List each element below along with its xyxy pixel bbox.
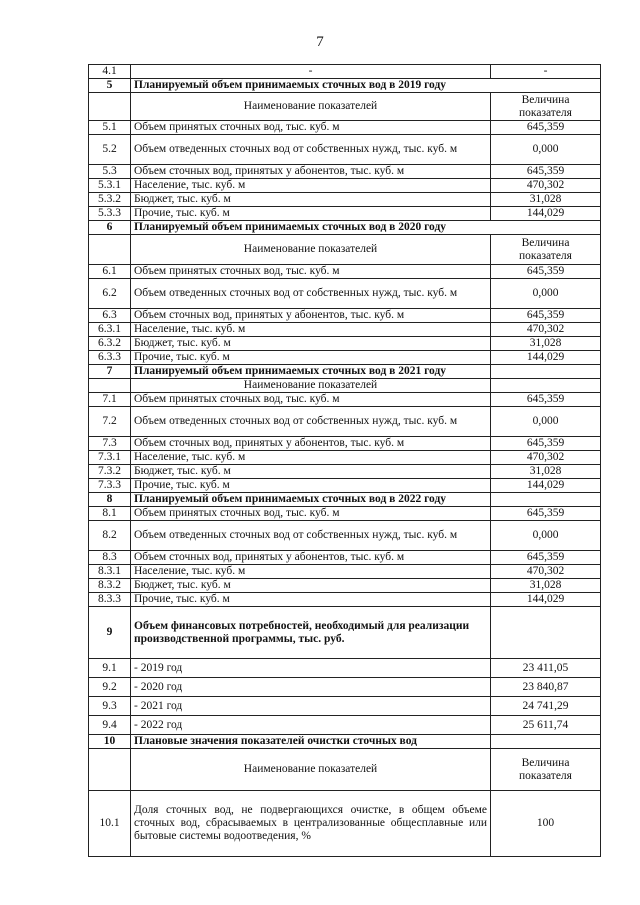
row-number: 5.2 <box>89 135 131 165</box>
row-name: Объем сточных вод, принятых у абонентов, тыс. куб. м <box>131 551 491 565</box>
row-value: 0,000 <box>491 407 601 437</box>
row-name: Объем принятых сточных вод, тыс. куб. м <box>131 265 491 279</box>
row-value: 645,359 <box>491 393 601 407</box>
row-name: Бюджет, тыс. куб. м <box>131 579 491 593</box>
header-value: Величина показателя <box>491 749 601 791</box>
row-value: 645,359 <box>491 551 601 565</box>
table-row <box>89 309 601 323</box>
row-value: 645,359 <box>491 437 601 451</box>
row-value: - <box>491 65 601 79</box>
row-name: - 2022 год <box>131 716 491 735</box>
empty-cell <box>89 379 131 393</box>
table-row <box>89 451 601 465</box>
indicator-table <box>88 64 601 857</box>
table-row <box>89 437 601 451</box>
row-number: 9.2 <box>89 678 131 697</box>
table-row <box>89 551 601 565</box>
row-name: Прочие, тыс. куб. м <box>131 479 491 493</box>
row-number: 9.4 <box>89 716 131 735</box>
row-value: 645,359 <box>491 265 601 279</box>
table-row <box>89 697 601 716</box>
row-number: 6.2 <box>89 279 131 309</box>
section-number: 6 <box>89 221 131 235</box>
row-name: Население, тыс. куб. м <box>131 179 491 193</box>
table-row <box>89 179 601 193</box>
row-name: Объем сточных вод, принятых у абонентов, тыс. куб. м <box>131 437 491 451</box>
row-number: 5.3 <box>89 165 131 179</box>
row-name: - <box>131 65 491 79</box>
section-title-row <box>89 735 601 749</box>
row-number: 9.1 <box>89 659 131 678</box>
row-number: 6.3.2 <box>89 337 131 351</box>
empty-cell <box>89 235 131 265</box>
table-row <box>89 323 601 337</box>
row-number: 7.3.3 <box>89 479 131 493</box>
table-row <box>89 265 601 279</box>
header-row <box>89 93 601 121</box>
row-number: 8.3.3 <box>89 593 131 607</box>
table-row <box>89 279 601 309</box>
table-row <box>89 193 601 207</box>
header-value: Величина показателя <box>491 235 601 265</box>
row-value: 0,000 <box>491 135 601 165</box>
table-row <box>89 579 601 593</box>
row-name: Объем принятых сточных вод, тыс. куб. м <box>131 393 491 407</box>
row-name: Прочие, тыс. куб. м <box>131 593 491 607</box>
row-name: Прочие, тыс. куб. м <box>131 207 491 221</box>
header-value <box>491 379 601 393</box>
table-row <box>89 678 601 697</box>
row-number: 6.3.3 <box>89 351 131 365</box>
row-number: 6.3.1 <box>89 323 131 337</box>
empty-cell <box>491 607 601 659</box>
empty-cell <box>491 365 601 379</box>
section-number: 8 <box>89 493 131 507</box>
row-number: 10.1 <box>89 791 131 857</box>
table-row <box>89 165 601 179</box>
table-row <box>89 479 601 493</box>
table-row <box>89 659 601 678</box>
row-value: 645,359 <box>491 309 601 323</box>
row-value: 25 611,74 <box>491 716 601 735</box>
row-name: Бюджет, тыс. куб. м <box>131 337 491 351</box>
section-number: 5 <box>89 79 131 93</box>
row-name: Объем принятых сточных вод, тыс. куб. м <box>131 507 491 521</box>
row-value: 31,028 <box>491 337 601 351</box>
row-name: Доля сточных вод, не подвергающихся очистке, в общем объеме сточных вод, сбрасываемых в централизованные общесплавные или бытовые системы водоотведения, % <box>131 791 491 857</box>
row-name: Прочие, тыс. куб. м <box>131 351 491 365</box>
table-row <box>89 351 601 365</box>
table-row <box>89 337 601 351</box>
row-name: - 2019 год <box>131 659 491 678</box>
row-value: 31,028 <box>491 579 601 593</box>
row-value: 144,029 <box>491 207 601 221</box>
header-row <box>89 379 601 393</box>
row-number: 7.1 <box>89 393 131 407</box>
section-title-row <box>89 79 601 93</box>
row-number: 6.1 <box>89 265 131 279</box>
header-row <box>89 749 601 791</box>
row-value: 0,000 <box>491 279 601 309</box>
section-title: Планируемый объем принимаемых сточных вод в 2021 году <box>131 365 491 379</box>
section-title-row <box>89 493 601 507</box>
row-value: 144,029 <box>491 351 601 365</box>
row-name: Объем отведенных сточных вод от собственных нужд, тыс. куб. м <box>131 407 491 437</box>
section-title: Планируемый объем принимаемых сточных вод в 2020 году <box>131 221 601 235</box>
row-value: 0,000 <box>491 521 601 551</box>
row-number: 4.1 <box>89 65 131 79</box>
row-number: 5.3.2 <box>89 193 131 207</box>
row-name: Объем отведенных сточных вод от собственных нужд, тыс. куб. м <box>131 135 491 165</box>
table-row <box>89 407 601 437</box>
section-title: Объем финансовых потребностей, необходимый для реализации производственной программы, тыс. руб. <box>131 607 491 659</box>
row-value: 144,029 <box>491 479 601 493</box>
table-row <box>89 135 601 165</box>
row-value: 470,302 <box>491 565 601 579</box>
table-row <box>89 465 601 479</box>
empty-cell <box>491 493 601 507</box>
section-number: 10 <box>89 735 131 749</box>
row-number: 5.3.3 <box>89 207 131 221</box>
table-row <box>89 393 601 407</box>
table-row <box>89 121 601 135</box>
page-number: 7 <box>316 34 324 50</box>
row-value: 470,302 <box>491 323 601 337</box>
row-name: Объем сточных вод, принятых у абонентов, тыс. куб. м <box>131 309 491 323</box>
row-name: Бюджет, тыс. куб. м <box>131 465 491 479</box>
table-row <box>89 507 601 521</box>
row-value: 100 <box>491 791 601 857</box>
row-number: 5.1 <box>89 121 131 135</box>
row-number: 7.3.2 <box>89 465 131 479</box>
row-number: 8.3.1 <box>89 565 131 579</box>
header-name: Наименование показателей <box>131 235 491 265</box>
table-row <box>89 207 601 221</box>
table-row <box>89 791 601 857</box>
section-title-row <box>89 221 601 235</box>
row-value: 645,359 <box>491 165 601 179</box>
row-name: Население, тыс. куб. м <box>131 323 491 337</box>
empty-cell <box>89 749 131 791</box>
section-title-row <box>89 607 601 659</box>
section-title: Планируемый объем принимаемых сточных вод в 2022 году <box>131 493 491 507</box>
table-row <box>89 716 601 735</box>
header-value: Величина показателя <box>491 93 601 121</box>
row-name: - 2021 год <box>131 697 491 716</box>
row-name: Объем принятых сточных вод, тыс. куб. м <box>131 121 491 135</box>
section-title-row <box>89 365 601 379</box>
empty-cell <box>89 93 131 121</box>
row-value: 645,359 <box>491 507 601 521</box>
row-value: 23 840,87 <box>491 678 601 697</box>
row-number: 9.3 <box>89 697 131 716</box>
row-name: Объем отведенных сточных вод от собственных нужд, тыс. куб. м <box>131 279 491 309</box>
header-row <box>89 235 601 265</box>
row-name: Объем отведенных сточных вод от собственных нужд, тыс. куб. м <box>131 521 491 551</box>
row-number: 8.3.2 <box>89 579 131 593</box>
row-number: 6.3 <box>89 309 131 323</box>
table-row <box>89 521 601 551</box>
row-number: 8.2 <box>89 521 131 551</box>
section-title: Планируемый объем принимаемых сточных вод в 2019 году <box>131 79 601 93</box>
row-number: 8.3 <box>89 551 131 565</box>
row-value: 144,029 <box>491 593 601 607</box>
row-value: 31,028 <box>491 465 601 479</box>
table-row <box>89 565 601 579</box>
row-number: 5.3.1 <box>89 179 131 193</box>
table-row <box>89 593 601 607</box>
row-value: 470,302 <box>491 451 601 465</box>
section-number: 7 <box>89 365 131 379</box>
row-name: Объем сточных вод, принятых у абонентов, тыс. куб. м <box>131 165 491 179</box>
row-number: 7.2 <box>89 407 131 437</box>
header-name: Наименование показателей <box>131 379 491 393</box>
row-value: 470,302 <box>491 179 601 193</box>
header-name: Наименование показателей <box>131 93 491 121</box>
row-number: 7.3.1 <box>89 451 131 465</box>
row-value: 31,028 <box>491 193 601 207</box>
row-number: 7.3 <box>89 437 131 451</box>
row-name: Население, тыс. куб. м <box>131 451 491 465</box>
table-row <box>89 65 601 79</box>
row-name: - 2020 год <box>131 678 491 697</box>
header-name: Наименование показателей <box>131 749 491 791</box>
row-value: 24 741,29 <box>491 697 601 716</box>
row-value: 645,359 <box>491 121 601 135</box>
row-number: 8.1 <box>89 507 131 521</box>
row-value: 23 411,05 <box>491 659 601 678</box>
section-number: 9 <box>89 607 131 659</box>
empty-cell <box>491 735 601 749</box>
row-name: Бюджет, тыс. куб. м <box>131 193 491 207</box>
section-title: Плановые значения показателей очистки сточных вод <box>131 735 491 749</box>
row-name: Население, тыс. куб. м <box>131 565 491 579</box>
